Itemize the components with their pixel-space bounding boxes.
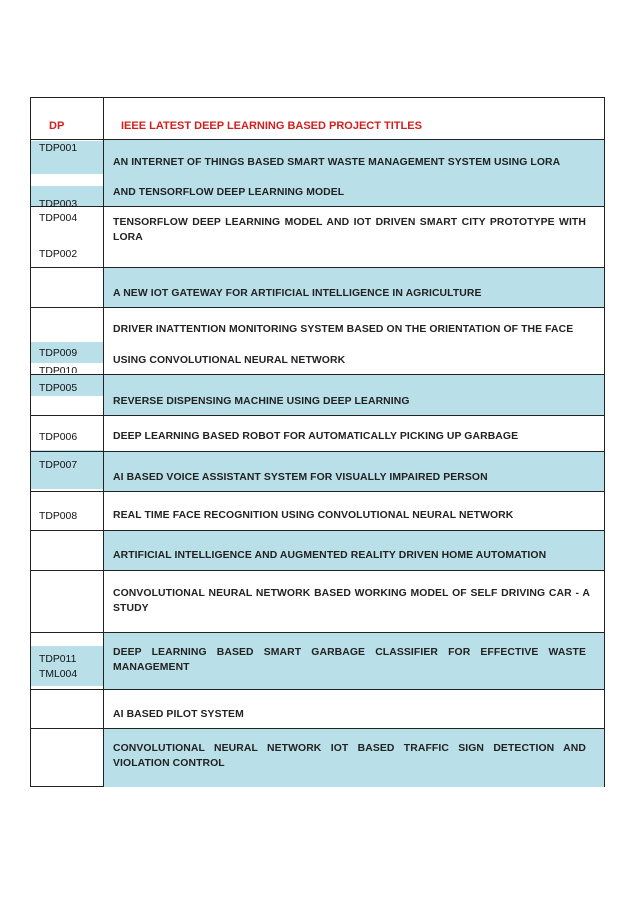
row-divider: [31, 206, 604, 207]
row-divider: [31, 728, 604, 729]
project-title: DEEP LEARNING BASED ROBOT FOR AUTOMATICALLY PICKING UP GARBAGE: [113, 431, 519, 442]
project-title: AI BASED PILOT SYSTEM: [113, 709, 244, 720]
row-divider: [31, 451, 604, 452]
project-code-clipped: [39, 365, 77, 373]
project-titles-table: [30, 97, 605, 787]
project-code: TML004: [39, 669, 78, 680]
project-title: AN INTERNET OF THINGS BASED SMART WASTE MANAGEMENT SYSTEM USING LORA: [113, 157, 561, 168]
project-title: CONVOLUTIONAL NEURAL NETWORK IOT BASED TRAFFIC SIGN DETECTION AND VIOLATION CONTROL: [113, 743, 586, 769]
project-title: AI BASED VOICE ASSISTANT SYSTEM FOR VISUALLY IMPAIRED PERSON: [113, 472, 488, 483]
row-divider: [31, 374, 604, 375]
row-divider: [31, 632, 604, 633]
row-divider: [31, 139, 604, 140]
project-code: TDP011: [39, 654, 77, 665]
project-title: REAL TIME FACE RECOGNITION USING CONVOLUTIONAL NEURAL NETWORK: [113, 510, 514, 521]
titles-column-header: IEEE LATEST DEEP LEARNING BASED PROJECT TITLES: [121, 120, 422, 132]
project-title: AND TENSORFLOW DEEP LEARNING MODEL: [113, 187, 345, 198]
project-code: TDP009: [39, 348, 78, 359]
project-code: TDP001: [39, 143, 78, 154]
project-title: DEEP LEARNING BASED SMART GARBAGE CLASSIFIER FOR EFFECTIVE WASTE MANAGEMENT: [113, 647, 586, 673]
row-divider: [31, 415, 604, 416]
row-divider: [31, 530, 604, 531]
row-divider: [31, 570, 604, 571]
row-divider: [31, 491, 604, 492]
project-code: TDP004: [39, 213, 78, 224]
project-code: TDP010: [39, 366, 78, 373]
column-divider: [103, 98, 104, 786]
project-title: ARTIFICIAL INTELLIGENCE AND AUGMENTED REALITY DRIVEN HOME AUTOMATION: [113, 550, 547, 561]
project-title: CONVOLUTIONAL NEURAL NETWORK BASED WORKING MODEL OF SELF DRIVING CAR - A STUDY: [113, 588, 590, 614]
row-divider: [31, 267, 604, 268]
row-divider: [31, 307, 604, 308]
dp-column-header: DP: [49, 120, 65, 132]
project-code: TDP002: [39, 249, 78, 260]
row-divider: [31, 689, 604, 690]
project-title: DRIVER INATTENTION MONITORING SYSTEM BASED ON THE ORIENTATION OF THE FACE: [113, 324, 574, 335]
project-code: TDP005: [39, 383, 78, 394]
project-code: TDP006: [39, 432, 78, 443]
project-code: TDP008: [39, 511, 78, 522]
project-title: REVERSE DISPENSING MACHINE USING DEEP LEARNING: [113, 396, 410, 407]
project-title: USING CONVOLUTIONAL NEURAL NETWORK: [113, 355, 346, 366]
project-code: TDP007: [39, 460, 78, 471]
project-title: TENSORFLOW DEEP LEARNING MODEL AND IOT DRIVEN SMART CITY PROTOTYPE WITH LORA: [113, 217, 586, 243]
project-code: TDP003: [39, 199, 78, 210]
project-title: A NEW IOT GATEWAY FOR ARTIFICIAL INTELLIGENCE IN AGRICULTURE: [113, 288, 482, 299]
